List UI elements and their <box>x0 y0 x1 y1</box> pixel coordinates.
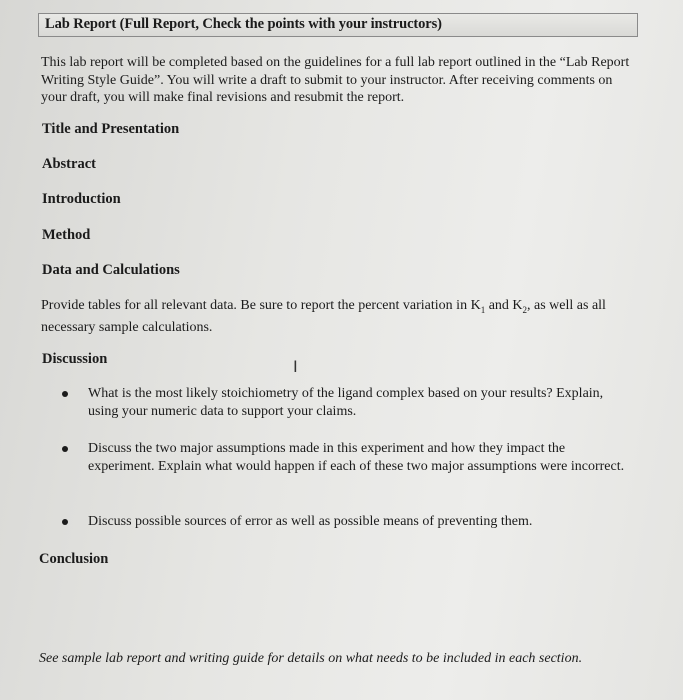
bullet-text: Discuss possible sources of error as well as possible means of preventing them. <box>88 514 533 529</box>
data-paragraph-text-3: , as well as all necessary sample calculations. <box>41 298 606 336</box>
section-method: Method <box>42 227 91 243</box>
section-abstract: Abstract <box>42 156 96 172</box>
page-title: Lab Report (Full Report, Check the points with your instructors) <box>45 16 442 32</box>
data-paragraph-text-1: Provide tables for all relevant data. Be sure to report the percent variation in K <box>41 298 481 313</box>
footer-note: See sample lab report and writing guide for details on what needs to be included in each section. <box>39 651 583 666</box>
text-cursor-icon: I <box>293 357 298 376</box>
section-data-calculations: Data and Calculations <box>42 262 180 278</box>
bullet-text: What is the most likely stoichiometry of the ligand complex based on your results? Explain, using your numeric data to support your claims. <box>88 386 604 419</box>
intro-paragraph: This lab report will be completed based on the guidelines for a full lab report outlined in the “Lab Report Writing Style Guide”. You will write a draft to submit to your instructor. After receiving comments on your draft, you will make final revisions and resubmit the report. <box>41 55 630 105</box>
data-paragraph-text-2: and K <box>485 298 523 313</box>
section-conclusion: Conclusion <box>39 551 109 567</box>
subscript-1: 1 <box>480 304 486 315</box>
bullet-icon <box>62 391 68 397</box>
bullet-text: Discuss the two major assumptions made in this experiment and how they impact the experiment. Explain what would happen if each of these two major assumptions were incorrect. <box>88 441 625 474</box>
subscript-2: 2 <box>522 304 528 315</box>
bullet-icon <box>62 519 68 525</box>
section-discussion: Discussion <box>42 351 108 367</box>
section-title-presentation: Title and Presentation <box>42 121 180 137</box>
bullet-icon <box>62 446 68 452</box>
data-paragraph <box>41 297 641 337</box>
section-introduction: Introduction <box>42 191 121 207</box>
